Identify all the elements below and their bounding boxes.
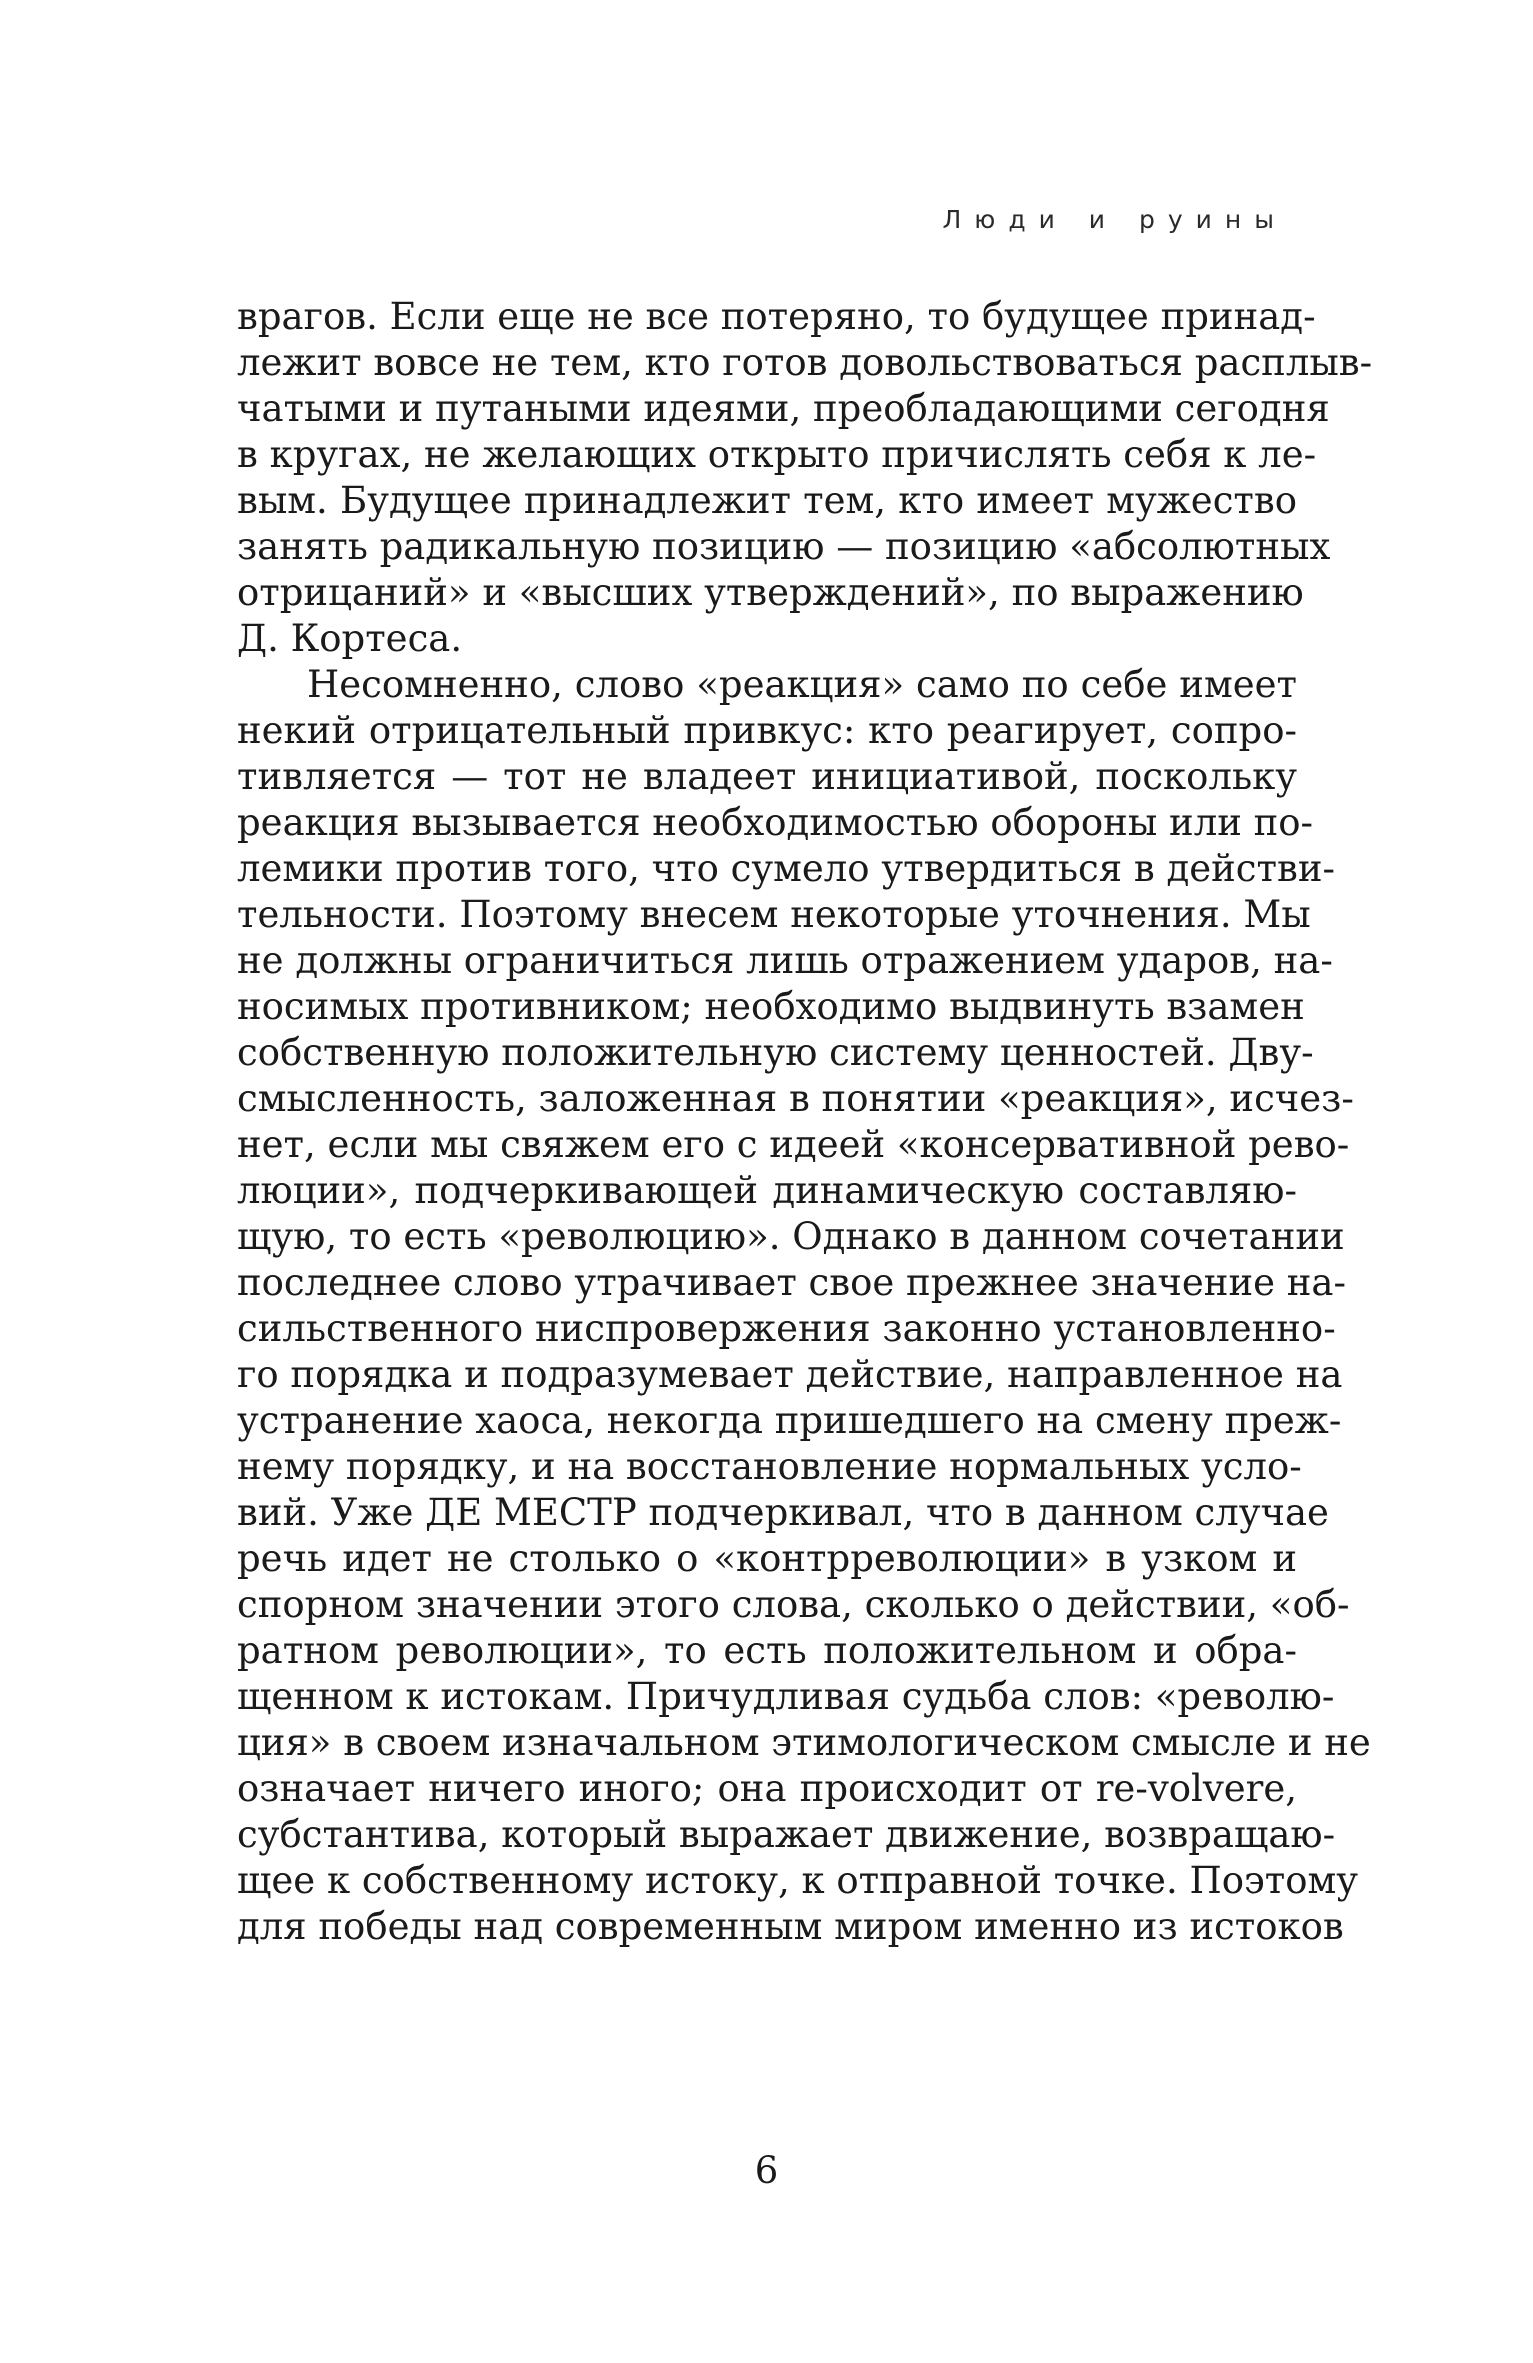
text-line: Д. Кортеса. (237, 617, 463, 660)
paragraph (237, 662, 1371, 1950)
text-line: устранение хаоса, некогда пришедшего на смену преж- (237, 1399, 1342, 1442)
page-number: 6 (754, 2149, 779, 2192)
text-line: последнее слово утрачивает свое прежнее значение на- (237, 1261, 1346, 1304)
text-line: субстантива, который выражает движение, возвращаю- (237, 1813, 1336, 1856)
text-line: вым. Будущее принадлежит тем, кто имеет мужество (237, 479, 1297, 522)
text-line: занять радикальную позицию — позицию «абсолютных (237, 525, 1331, 568)
text-line: лемики против того, что сумело утвердиться в действи- (237, 847, 1335, 890)
text-line: тивляется — тот не владеет инициативой, поскольку (237, 755, 1297, 798)
text-line: отрицаний» и «высших утверждений», по выражению (237, 571, 1304, 614)
text-line: сильственного ниспровержения законно установленно- (237, 1307, 1336, 1350)
text-line: тельности. Поэтому внесем некоторые уточнения. Мы (237, 893, 1311, 936)
text-line: Несомненно, слово «реакция» само по себе имеет (307, 663, 1297, 706)
text-line: щее к собственному истоку, к отправной точке. Поэтому (237, 1859, 1359, 1902)
text-line: нет, если мы свяжем его с идеей «консервативной рево- (237, 1123, 1350, 1166)
text-line: спорном значении этого слова, сколько о действии, «об- (237, 1583, 1350, 1626)
text-line: речь идет не столько о «контрреволюции» в узком и (237, 1537, 1297, 1580)
text-line: чатыми и путаными идеями, преобладающими сегодня (237, 387, 1330, 430)
text-line: щенном к истокам. Причудливая судьба слов: «револю- (237, 1675, 1335, 1718)
text-line: нему порядку, и на восстановление нормальных усло- (237, 1445, 1302, 1488)
text-line: люции», подчеркивающей динамическую составляю- (237, 1169, 1297, 1212)
text-line: лежит вовсе не тем, кто готов довольствоваться расплыв- (237, 341, 1373, 384)
text-line: для победы над современным миром именно из истоков (237, 1905, 1344, 1948)
text-line: носимых противником; необходимо выдвинуть взамен (237, 985, 1305, 1028)
text-line: собственную положительную систему ценностей. Дву- (237, 1031, 1314, 1074)
text-line: врагов. Если еще не все потеряно, то будущее принад- (237, 295, 1316, 338)
text-line: щую, то есть «революцию». Однако в данном сочетании (237, 1215, 1345, 1258)
text-line: реакция вызывается необходимостью обороны или по- (237, 801, 1314, 844)
text-line: некий отрицательный привкус: кто реагирует, сопро- (237, 709, 1297, 752)
text-line: ратном революции», то есть положительном и обра- (237, 1629, 1297, 1672)
running-head: Люди и руины (942, 205, 1287, 234)
text-line: не должны ограничиться лишь отражением ударов, на- (237, 939, 1333, 982)
text-line: го порядка и подразумевает действие, направленное на (237, 1353, 1343, 1396)
paragraph (237, 294, 1373, 662)
text-line: означает ничего иного; она происходит от re-volvere, (237, 1767, 1297, 1810)
text-line: в кругах, не желающих открыто причислять себя к ле- (237, 433, 1317, 476)
body-text (237, 294, 1373, 1950)
text-line: вий. Уже ДЕ МЕСТР подчеркивал, что в данном случае (237, 1491, 1329, 1534)
text-line: ция» в своем изначальном этимологическом смысле и не (237, 1721, 1371, 1764)
text-line: смысленность, заложенная в понятии «реакция», исчез- (237, 1077, 1354, 1120)
